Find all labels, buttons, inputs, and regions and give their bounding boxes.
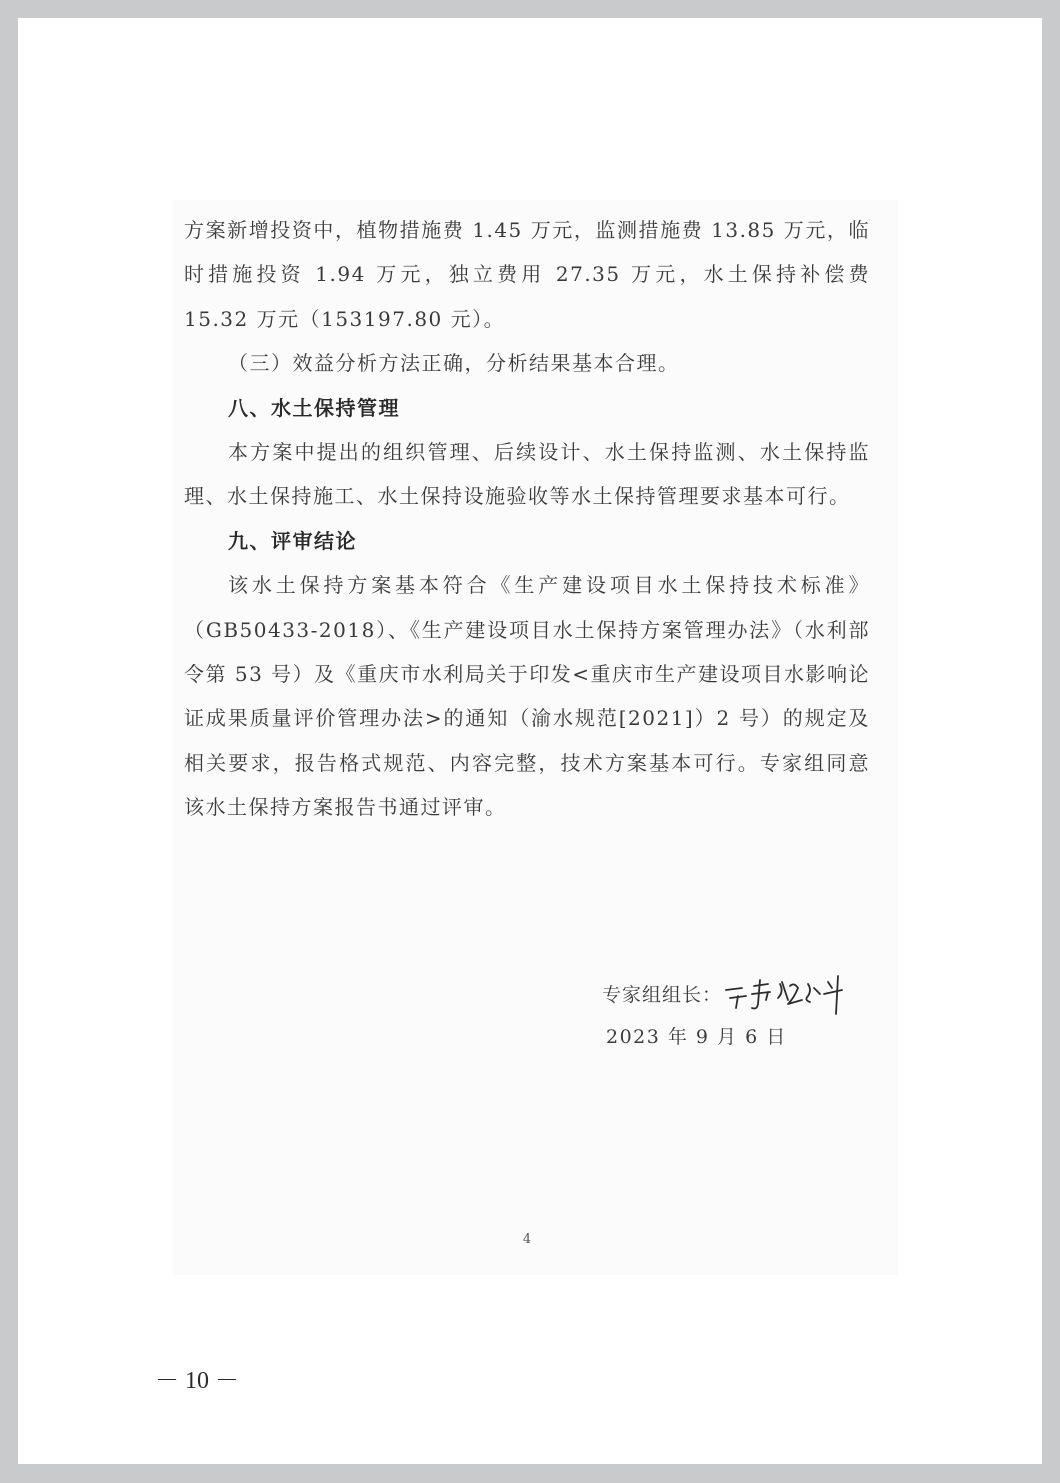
outer-page-number: － 10 － xyxy=(155,1368,239,1394)
paragraph-conclusion: 该水土保持方案基本符合《生产建设项目水土保持技术标准》（GB50433-2018）、《生产建设项目水土保持方案管理办法》（水利部令第 53 号）及《重庆市水利局关于印发<重庆市生产建设项目水影响论证成果质量评价管理办法>的通知（渝水规范[2021]）2 号）的规定及相关要求，报告格式规范、内容完整，技术方案基本可行。专家组同意该水土保持方案报告书通过评审。 xyxy=(184,573,870,820)
paragraph-investment: 方案新增投资中，植物措施费 1.45 万元，监测措施费 13.85 万元，临时措施投资 1.94 万元，独立费用 27.35 万元，水土保持补偿费 15.32 万元（153197.80 元）。 xyxy=(184,218,870,331)
heading-section-8: 八、水土保持管理 xyxy=(228,395,400,420)
heading-section-9: 九、评审结论 xyxy=(228,528,357,553)
signature-label: 专家组组长： xyxy=(602,983,723,1006)
signature-date: 2023 年 9 月 6 日 xyxy=(606,1026,787,1048)
handwritten-signature xyxy=(724,970,864,1016)
paragraph-management: 本方案中提出的组织管理、后续设计、水土保持监测、水土保持监理、水土保持施工、水土保持设施验收等水土保持管理要求基本可行。 xyxy=(184,440,870,509)
document-body xyxy=(184,208,870,830)
signature-block xyxy=(602,970,902,1049)
paragraph-benefit-analysis: （三）效益分析方法正确，分析结果基本合理。 xyxy=(228,351,680,376)
inner-page-number: 4 xyxy=(522,1232,532,1247)
